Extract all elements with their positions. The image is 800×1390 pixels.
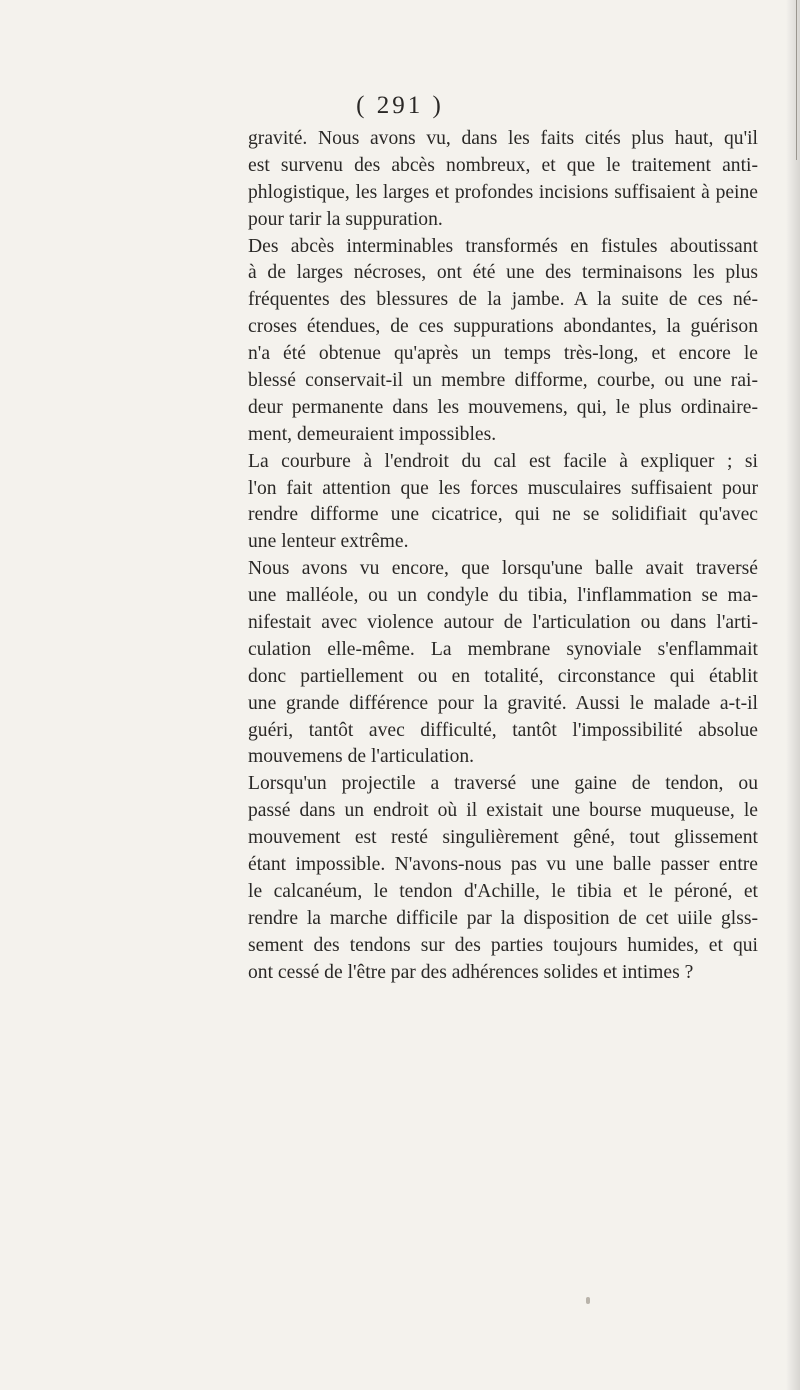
text-line: une lenteur extrême. xyxy=(248,531,409,553)
text-line: mouvement est resté singulièrement gêné, tout glissement xyxy=(248,827,758,849)
text-line: ont cessé de l'être par des adhérences solides et intimes ? xyxy=(248,961,694,983)
page-edge-shadow xyxy=(786,0,800,1390)
page-edge-line xyxy=(796,0,797,160)
text-line: Nous avons vu encore, que lorsqu'une balle avait traversé xyxy=(248,558,758,580)
text-line: rendre difforme une cicatrice, qui ne se solidifiait qu'avec xyxy=(248,504,758,526)
page-number: ( 291 ) xyxy=(356,92,444,119)
paper-speck xyxy=(586,1297,590,1304)
text-line: Des abcès interminables transformés en fistules aboutissant xyxy=(248,235,758,257)
text-line: phlogistique, les larges et profondes incisions suffisaient à peine xyxy=(248,181,758,203)
text-line: ment, demeuraient impossibles. xyxy=(248,423,497,445)
text-line: croses étendues, de ces suppurations abondantes, la guérison xyxy=(248,316,758,338)
text-line: Lorsqu'un projectile a traversé une gaine de tendon, ou xyxy=(248,773,758,795)
text-line: le calcanéum, le tendon d'Achille, le tibia et le péroné, et xyxy=(248,880,758,902)
text-line: à de larges nécroses, ont été une des terminaisons les plus xyxy=(248,262,758,284)
body-text xyxy=(248,126,758,987)
text-line: fréquentes des blessures de la jambe. A la suite de ces né- xyxy=(248,289,758,311)
text-line: La courbure à l'endroit du cal est facile à expliquer ; si xyxy=(248,450,758,472)
text-line: passé dans un endroit où il existait une bourse muqueuse, le xyxy=(248,800,758,822)
text-line: pour tarir la suppuration. xyxy=(248,208,443,230)
text-line: sement des tendons sur des parties toujours humides, et qui xyxy=(248,934,758,956)
text-line: n'a été obtenue qu'après un temps très-long, et encore le xyxy=(248,343,758,365)
text-line: est survenu des abcès nombreux, et que le traitement anti- xyxy=(248,154,758,176)
text-line: étant impossible. N'avons-nous pas vu une balle passer entre xyxy=(248,854,758,876)
text-line: mouvemens de l'articulation. xyxy=(248,746,475,768)
text-line: guéri, tantôt avec difficulté, tantôt l'impossibilité absolue xyxy=(248,719,758,741)
text-line: rendre la marche difficile par la disposition de cet uiile glss- xyxy=(248,907,758,929)
text-line: une grande différence pour la gravité. Aussi le malade a-t-il xyxy=(248,692,758,714)
text-line: nifestait avec violence autour de l'articulation ou dans l'arti- xyxy=(248,612,758,634)
text-line: donc partiellement ou en totalité, circonstance qui établit xyxy=(248,665,758,687)
text-line: deur permanente dans les mouvemens, qui, le plus ordinaire- xyxy=(248,396,758,418)
text-line: blessé conservait-il un membre difforme, courbe, ou une rai- xyxy=(248,370,758,392)
text-line: une malléole, ou un condyle du tibia, l'inflammation se ma- xyxy=(248,585,758,607)
text-line: l'on fait attention que les forces musculaires suffisaient pour xyxy=(248,477,758,499)
text-line: gravité. Nous avons vu, dans les faits cités plus haut, qu'il xyxy=(248,128,758,149)
text-line: culation elle-même. La membrane synoviale s'enflammait xyxy=(248,638,758,660)
